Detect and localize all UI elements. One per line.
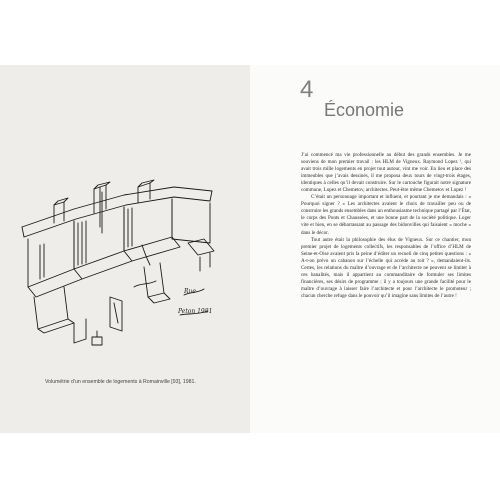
chapter-number: 4 bbox=[300, 76, 314, 103]
sketch-label-date: Peton 1981 bbox=[178, 308, 213, 315]
figure-caption: Volumétrie d’un ensemble de logements à Romainville [93], 1981. bbox=[45, 379, 196, 385]
paragraph-3: Tout autre était la philosophie des élus de Vigneux. Sur ce chantier, mon premier projet de logements collectifs, les responsables de l’office d’HLM de Seine-et-Oise avaient pris la peine d’éditer un recueil de cinq petites questions : « A-t-on prévu un cabanon sur l’échelle qui accède au toit ? », demandaient-ils. Certes, les relations du maître d’ouvrage et de l’architecte ne peuvent se limiter à ces banalités, mais il appartient au commanditaire de formuler ses limites financières, ses désirs de programme ; il y a toujours une grande facilité pour le maître d’ouvrage à laisser faire l’architecte et pour l’architecte le promoteur ; chacun cherche refuge dans le pouvoir qu’il imagine sans limites de l’autre ! bbox=[301, 236, 471, 299]
paragraph-1: J’ai commencé ma vie professionnelle au début des grands ensembles. Je me souviens de mon premier travail : les HLM de Vigneux. Raymond Lopez ¹, qui avait trois mille logements en projet tout autour, vint me voir. En lieu et place des immeubles que j’avais dessinés, il me proposa deux tours de vingt-trois étages, identiques à celles qu’il devait construire. Sur le cartouche figurait notre signature commune, Lopez et Chemetov, architectes. Peut-être même Chemetov et Lopez ! bbox=[301, 152, 471, 194]
sketch-label-rue: Rue bbox=[184, 288, 196, 295]
left-page bbox=[0, 65, 250, 433]
architectural-sketch bbox=[14, 147, 238, 367]
chapter-body bbox=[301, 152, 471, 300]
chapter-title: Économie bbox=[324, 100, 405, 120]
paragraph-2: C’était un personnage important et influent, et pourtant je me demandais : « Pourquoi signer ? » Les architectes avaient le choix de travailler peu ou de construire les grands ensembles dans un enthousiasme technique partagé par l’État, le corps des Ponts et Chaussées, et une bonne part de la société politique. Loger vite et bien, en se débarrassant au passage des bidonvilles qui faisaient « moche » dans le décor. bbox=[301, 194, 471, 236]
